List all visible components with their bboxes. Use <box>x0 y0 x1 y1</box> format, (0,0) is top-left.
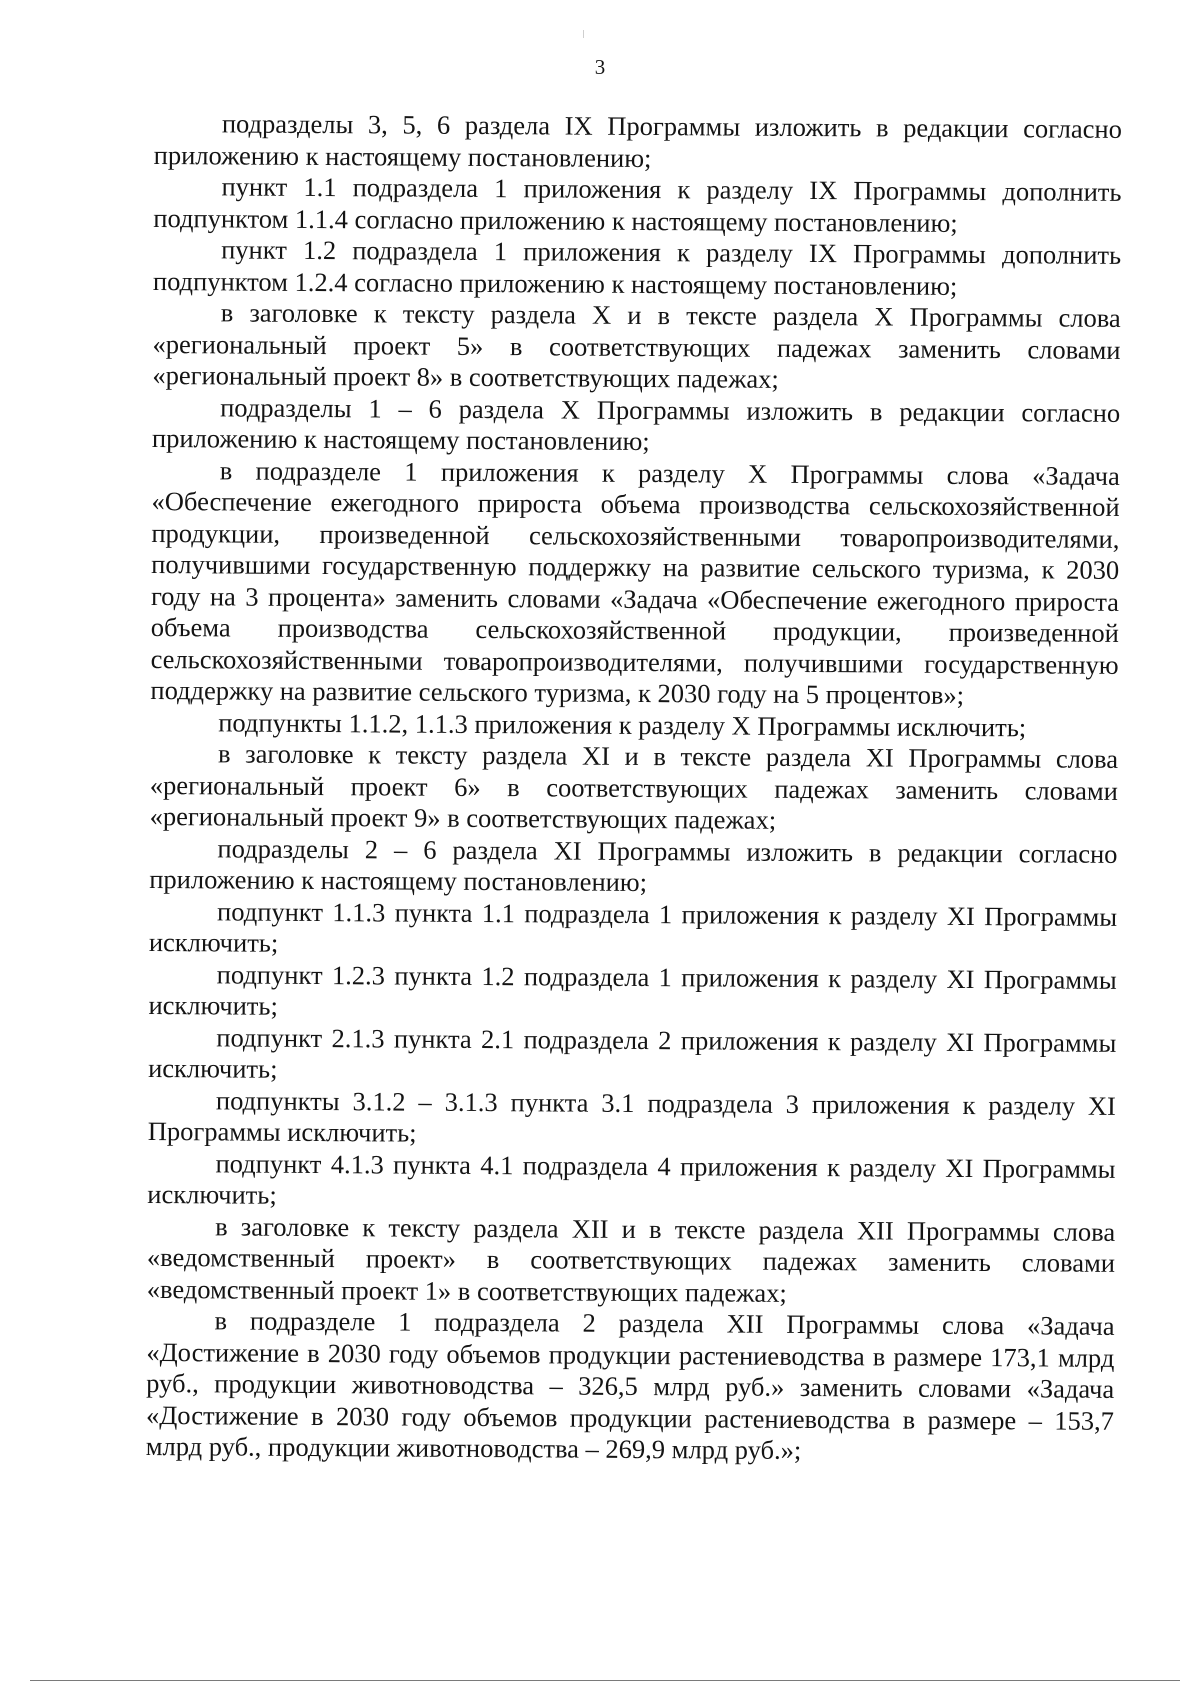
paragraph: подпункт 1.1.3 пункта 1.1 подраздела 1 приложения к разделу XI Программы исключить; <box>148 895 1118 958</box>
paragraph: подпункт 1.2.3 пункта 1.2 подраздела 1 приложения к разделу XI Программы исключить; <box>148 958 1117 1021</box>
paragraph: пункт 1.2 подраздела 1 приложения к разделу IX Программы дополнить подпунктом 1.2.4 согласно приложению к настоящему постановлению; <box>152 234 1122 301</box>
page-number: 3 <box>594 55 606 79</box>
paragraph: подпункты 1.1.2, 1.1.3 приложения к разделу X Программы исключить; <box>218 706 1027 742</box>
paragraph: пункт 1.1 подраздела 1 приложения к разделу IX Программы дополнить подпунктом 1.1.4 согласно приложению к настоящему постановлению; <box>153 171 1122 238</box>
paragraph: в заголовке к тексту раздела X и в тексте раздела X Программы слова «региональный проект 5» в соответствующих падежах заменить словами «региональный проект 8» в соответствующих падежах; <box>152 297 1121 394</box>
paragraph: подразделы 3, 5, 6 раздела IX Программы изложить в редакции согласно приложению к настоящему постановлению; <box>153 108 1122 173</box>
paragraph: в подразделе 1 приложения к разделу X Программы слова «Задача «Обеспечение ежегодного прироста объема производства сельскохозяйственной продукции, произведенной сельскохозяйственными товаропроизводителями, получившими государственную поддержку на развитие сельского туризма, к 2030 году на 3 процента» заменить словами «Задача «Обеспечение ежегодного прироста объема производства сельскохозяйственной продукции, произведенной сельскохозяйственными товаропроизводителями, получившими государственную поддержку на развитие сельского туризма, к 2030 году на 5 процентов»; <box>150 454 1120 710</box>
paragraph: в заголовке к тексту раздела XII и в тексте раздела XII Программы слова «ведомственный проект» в соответствующих падежах заменить словами «ведомственный проект 1» в соответствующих падежах; <box>146 1210 1116 1308</box>
document-body <box>146 108 1122 1468</box>
paragraph: подпункт 2.1.3 пункта 2.1 подраздела 2 приложения к разделу XI Программы исключить; <box>148 1021 1117 1084</box>
paragraph: подпункты 3.1.2 – 3.1.3 пункта 3.1 подраздела 3 приложения к разделу XI Программы исключить; <box>147 1084 1117 1148</box>
paragraph: в заголовке к тексту раздела XI и в тексте раздела XI Программы слова «региональный проект 6» в соответствующих падежах заменить словами «региональный проект 9» в соответствующих падежах; <box>149 738 1119 835</box>
paragraph: в подразделе 1 подраздела 2 раздела XII Программы слова «Задача «Достижение в 2030 году объемов продукции растениеводства в размере 173,1 млрд руб., продукции животноводства – 326,5 млрд руб.» заменить словами «Задача «Достижение в 2030 году объемов продукции растениеводства в размере – 153,7 млрд руб., продукции животноводства – 269,9 млрд руб.»; <box>145 1305 1115 1465</box>
paragraph: подразделы 2 – 6 раздела XI Программы изложить в редакции согласно приложению к настоящему постановлению; <box>149 832 1118 898</box>
paragraph: подпункт 4.1.3 пункта 4.1 подраздела 4 приложения к разделу XI Программы исключить; <box>147 1147 1116 1210</box>
paragraph: подразделы 1 – 6 раздела X Программы изложить в редакции согласно приложению к настоящему постановлению; <box>151 391 1121 457</box>
scan-artifact <box>583 30 584 38</box>
scan-edge-line <box>30 1680 1180 1681</box>
